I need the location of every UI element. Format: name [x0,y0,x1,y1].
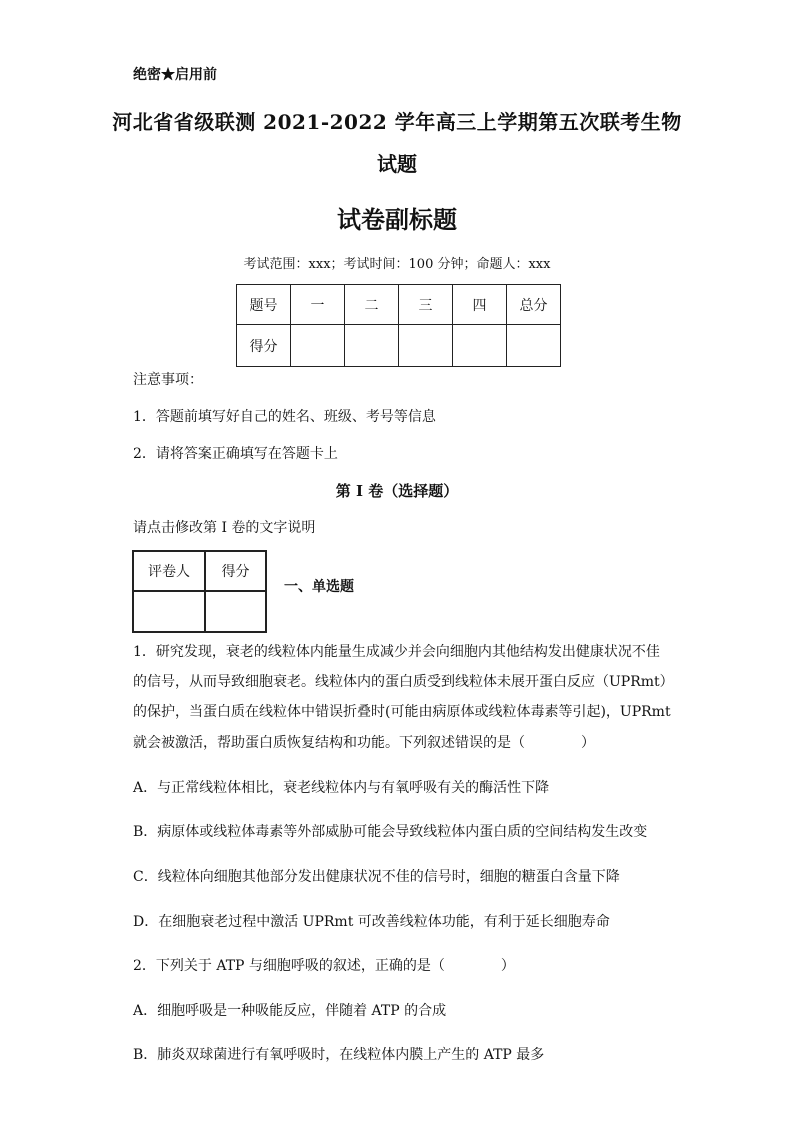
score-header-3: 三 [399,285,453,325]
score-header-label: 题号 [237,285,291,325]
score-cell [453,325,507,367]
grader-cell [205,591,266,632]
score-table [236,284,561,367]
score-header-2: 二 [345,285,399,325]
question-1-line-1: 1．研究发现，衰老的线粒体内能量生成减少并会向细胞内其他结构发出健康状况不佳 [133,644,660,660]
notes-item-1: 1．答题前填写好自己的姓名、班级、考号等信息 [133,409,436,425]
score-header-total: 总分 [507,285,561,325]
exam-title-line1: 河北省省级联测 2021-2022 学年高三上学期第五次联考生物 [112,110,682,134]
question-type-label: 一、单选题 [284,579,354,595]
question-1-option-c: C．线粒体向细胞其他部分发出健康状况不佳的信号时，细胞的糖蛋白含量下降 [133,869,620,885]
grader-cell [133,591,205,632]
question-1-line-3: 的保护，当蛋白质在线粒体中错误折叠时(可能由病原体或线粒体毒素等引起)，UPRmt [133,704,671,720]
notes-heading: 注意事项： [133,372,203,388]
exam-title-line2: 试题 [377,152,417,176]
exam-subtitle: 试卷副标题 [337,205,457,234]
grader-header: 评卷人 [133,551,205,591]
score-header-1: 一 [291,285,345,325]
question-2-line-1: 2．下列关于 ATP 与细胞呼吸的叙述，正确的是（ ） [133,958,515,974]
section-description: 请点击修改第 I 卷的文字说明 [133,520,316,536]
exam-info: 考试范围：xxx；考试时间：100 分钟；命题人：xxx [243,257,551,272]
section-title: 第 I 卷（选择题） [335,482,459,500]
grader-table [132,550,267,633]
question-1-option-a: A．与正常线粒体相比，衰老线粒体内与有氧呼吸有关的酶活性下降 [133,780,550,796]
question-1-option-b: B．病原体或线粒体毒素等外部威胁可能会导致线粒体内蛋白质的空间结构发生改变 [133,824,648,840]
score-cell [291,325,345,367]
question-1-line-2: 的信号，从而导致细胞衰老。线粒体内的蛋白质受到线粒体未展开蛋白反应（UPRmt） [133,674,674,690]
confidential-label: 绝密★启用前 [133,67,217,83]
question-2-option-b: B．肺炎双球菌进行有氧呼吸时，在线粒体内膜上产生的 ATP 最多 [133,1047,545,1063]
score-header-4: 四 [453,285,507,325]
score-row-label: 得分 [237,325,291,367]
score-cell [399,325,453,367]
question-2-option-a: A．细胞呼吸是一种吸能反应，伴随着 ATP 的合成 [133,1003,447,1019]
question-1-line-4: 就会被激活，帮助蛋白质恢复结构和功能。下列叙述错误的是（ ） [133,735,595,751]
score-cell [507,325,561,367]
question-1-option-d: D．在细胞衰老过程中激活 UPRmt 可改善线粒体功能，有利于延长细胞寿命 [133,914,610,930]
notes-item-2: 2．请将答案正确填写在答题卡上 [133,446,338,462]
score-cell [345,325,399,367]
grader-score-header: 得分 [205,551,266,591]
